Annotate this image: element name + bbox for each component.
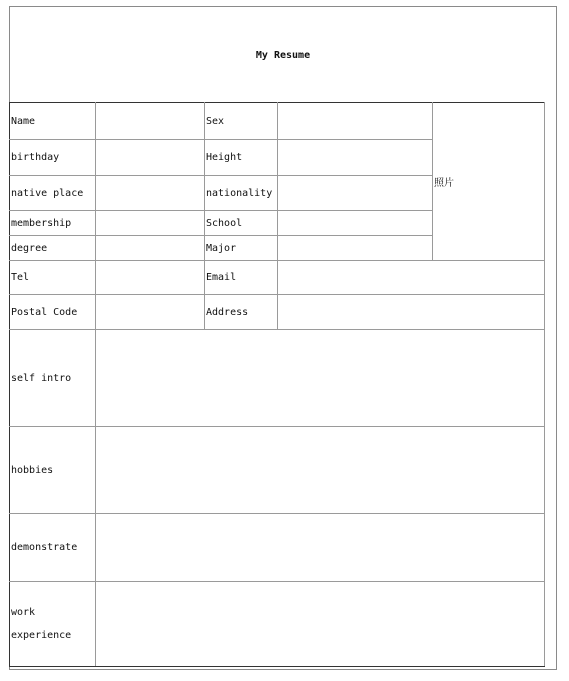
photo-label: 照片 xyxy=(434,178,454,189)
table-row xyxy=(10,295,545,330)
name-value-cell[interactable] xyxy=(96,103,205,140)
major-label: Major xyxy=(205,236,278,261)
membership-label: membership xyxy=(10,211,96,236)
name-label: Name xyxy=(10,103,96,140)
degree-value-cell[interactable] xyxy=(96,236,205,261)
hobbies-label: hobbies xyxy=(10,427,96,514)
self-intro-value-cell[interactable] xyxy=(96,330,545,427)
native-place-label: native place xyxy=(10,176,96,211)
email-value-cell[interactable] xyxy=(278,261,545,295)
school-label: School xyxy=(205,211,278,236)
postal-code-label: Postal Code xyxy=(10,295,96,330)
demonstrate-label: demonstrate xyxy=(10,514,96,582)
work-experience-value-cell[interactable] xyxy=(96,582,545,667)
birthday-value-cell[interactable] xyxy=(96,140,205,176)
self-intro-label: self intro xyxy=(10,330,96,427)
address-value-cell[interactable] xyxy=(278,295,545,330)
nationality-label: nationality xyxy=(205,176,278,211)
email-label: Email xyxy=(205,261,278,295)
table-row xyxy=(10,103,545,140)
title-area xyxy=(10,7,556,103)
height-value-cell[interactable] xyxy=(278,140,433,176)
native-place-value-cell[interactable] xyxy=(96,176,205,211)
work-experience-label: work experience xyxy=(10,582,96,667)
photo-cell[interactable] xyxy=(433,103,545,261)
hobbies-value-cell[interactable] xyxy=(96,427,545,514)
height-label: Height xyxy=(205,140,278,176)
table-row xyxy=(10,582,545,667)
table-row xyxy=(10,261,545,295)
address-label: Address xyxy=(205,295,278,330)
postal-code-value-cell[interactable] xyxy=(96,295,205,330)
school-value-cell[interactable] xyxy=(278,211,433,236)
sex-label: Sex xyxy=(205,103,278,140)
page-title: My Resume xyxy=(255,49,311,61)
degree-label: degree xyxy=(10,236,96,261)
demonstrate-value-cell[interactable] xyxy=(96,514,545,582)
tel-value-cell[interactable] xyxy=(96,261,205,295)
resume-table xyxy=(9,102,545,667)
birthday-label: birthday xyxy=(10,140,96,176)
sex-value-cell[interactable] xyxy=(278,103,433,140)
table-row xyxy=(10,427,545,514)
tel-label: Tel xyxy=(10,261,96,295)
major-value-cell[interactable] xyxy=(278,236,433,261)
nationality-value-cell[interactable] xyxy=(278,176,433,211)
membership-value-cell[interactable] xyxy=(96,211,205,236)
table-row xyxy=(10,514,545,582)
table-row xyxy=(10,330,545,427)
